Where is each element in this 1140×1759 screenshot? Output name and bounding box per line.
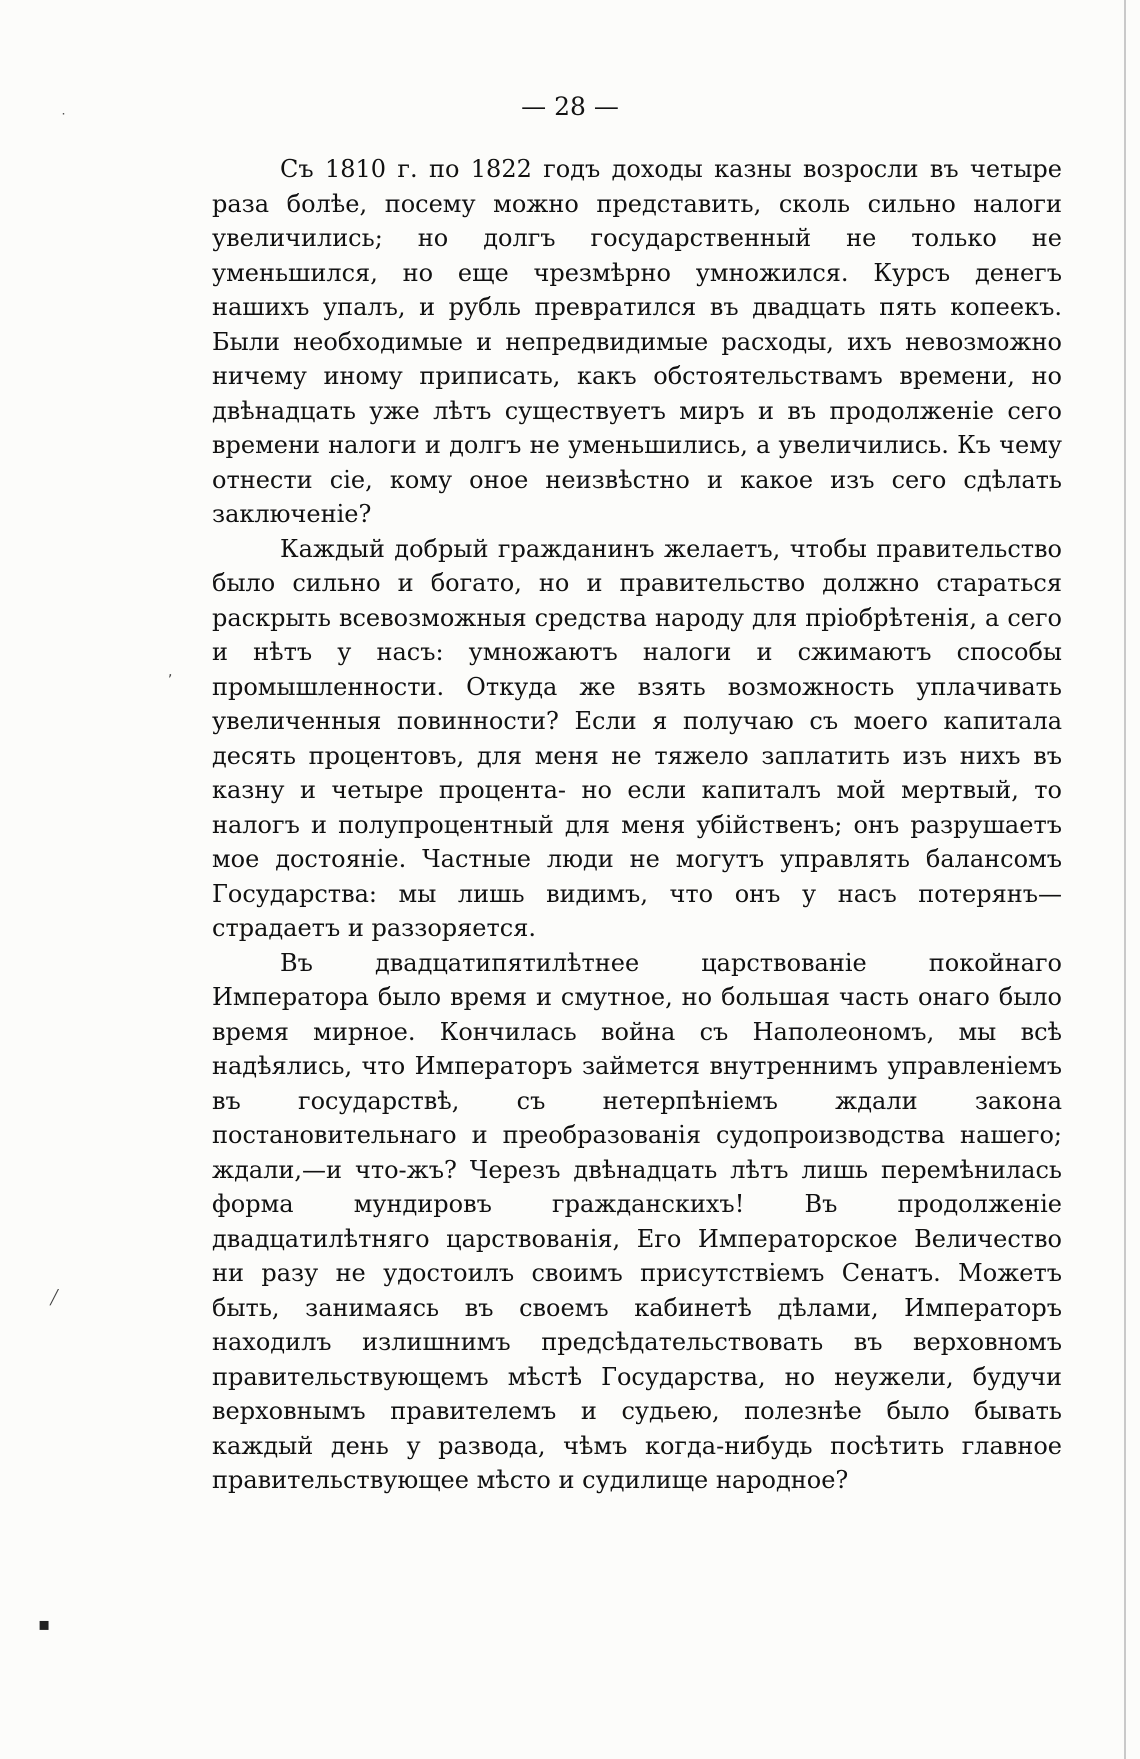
paragraph: Каждый добрый гражданинъ желаетъ, чтобы правительство было сильно и богато, но и правительство должно стараться раскрыть всевозможныя средства народу для пріобрѣтенія, а сего и нѣтъ у насъ: умножаютъ налоги и сжимаютъ способы промышленности. Откуда же взять возможность уплачивать увеличенныя повинности? Если я получаю съ моего капитала десять процентовъ, для меня не тяжело заплатить изъ нихъ въ казну и четыре процента- но если капиталъ мой мертвый, то налогъ и полупроцентный для меня убійственъ; онъ разрушаетъ мое достояніе. Частные люди не могутъ управлять балансомъ Государства: мы лишь видимъ, что онъ у насъ потерянъ—страдаетъ и раззоряется. [212, 534, 1062, 942]
scan-speck: ˙ [60, 112, 67, 128]
scan-speck: ╱ [50, 1290, 59, 1306]
paragraph: Съ 1810 г. по 1822 годъ доходы казны возросли въ четыре раза болѣе, посему можно представить, сколь сильно налоги увеличились; но долгъ государственный не только не уменьшился, но еще чрезмѣрно умножился. Курсъ денегъ нашихъ упалъ, и рубль превратился въ двадцать пять копеекъ. Были необходимые и непредвидимые расходы, ихъ невозможно ничему иному приписать, какъ обстоятельствамъ времени, но двѣнадцать уже лѣтъ существуетъ миръ и въ продолженіе сего времени налоги и долгъ не уменьшились, а увеличились. Къ чему отнести сіе, кому оное неизвѣстно и какое изъ сего сдѣлать заключеніе? [212, 155, 1062, 528]
page-edge-line [1124, 0, 1126, 1759]
scan-speck: , [168, 664, 173, 680]
page-number: — 28 — [521, 92, 619, 121]
body-text [212, 152, 1062, 1498]
scan-speck: ▪ [38, 1614, 51, 1635]
paragraph: Въ двадцатипятилѣтнее царствованіе покойнаго Императора было время и смутное, но большая часть онаго было время мирное. Кончилась война съ Наполеономъ, мы всѣ надѣялись, что Императоръ займется внутреннимъ управленіемъ въ государствѣ, съ нетерпѣніемъ ждали закона постановительнаго и преобразованія судопроизводства нашего; ждали,—и что-жъ? Черезъ двѣнадцать лѣтъ лишь перемѣнилась форма мундировъ гражданскихъ! Въ продолженіе двадцатилѣтняго царствованія, Его Императорское Величество ни разу не удостоилъ своимъ присутствіемъ Сенатъ. Можетъ быть, занимаясь въ своемъ кабинетѣ дѣлами, Императоръ находилъ излишнимъ предсѣдательствовать въ верховномъ правительствующемъ мѣстѣ Государства, но неужели, будучи верховнымъ правителемъ и судьею, полезнѣе было бывать каждый день у развода, чѣмъ когда-нибудь посѣтить главное правительствующее мѣсто и судилище народное? [212, 948, 1062, 1494]
